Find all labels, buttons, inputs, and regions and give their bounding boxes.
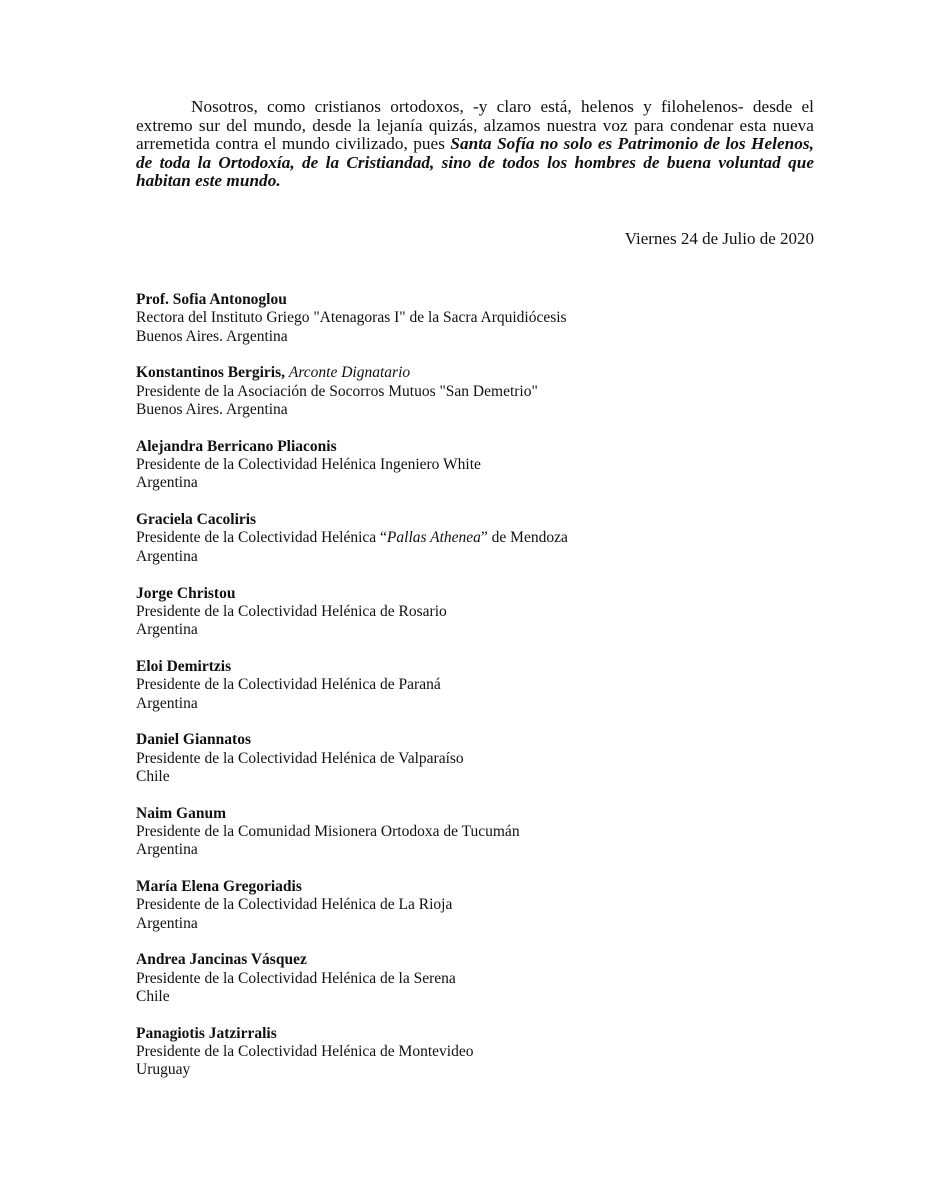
signer-location: Chile [136,988,170,1006]
signers-list [136,291,814,1080]
signer-honorific: Arconte Dignatario [288,364,411,382]
signer-location: Argentina [136,474,198,492]
signer-entry [136,731,814,786]
signer-entry [136,438,814,493]
signer-location: Buenos Aires. Argentina [136,327,288,345]
signer-name: Prof. Sofia Antonoglou [136,290,287,308]
signer-name: Jorge Christou [136,584,236,602]
signer-location: Argentina [136,547,198,565]
signer-name: Daniel Giannatos [136,731,251,749]
signer-entry [136,805,814,860]
signer-role [136,529,814,547]
statement-paragraph [136,98,814,191]
signer-role: Presidente de la Colectividad Helénica de La Rioja [136,896,453,914]
signer-role: Presidente de la Colectividad Helénica Ingeniero White [136,456,481,474]
signer-name: María Elena Gregoriadis [136,878,302,896]
document-date: Viernes 24 de Julio de 2020 [624,228,814,248]
signer-role: Presidente de la Colectividad Helénica de la Serena [136,969,456,987]
signer-role: Presidente de la Colectividad Helénica de Paraná [136,676,441,694]
signer-location: Chile [136,767,170,785]
signer-location: Uruguay [136,1061,191,1079]
signer-name: Konstantinos Bergiris, [136,364,285,382]
document-page [136,98,814,1098]
signer-entry [136,1025,814,1080]
signer-role: Presidente de la Comunidad Misionera Ortodoxa de Tucumán [136,823,520,840]
signer-entry [136,878,814,933]
signer-role-italic: Pallas Athenea [386,529,481,547]
signer-location: Argentina [136,621,198,639]
signer-location: Argentina [136,694,198,712]
signer-name: Eloi Demirtzis [136,657,232,675]
statement-emphasis: Santa Sofía no solo es Patrimonio de los Helenos, de toda la Ortodoxía, de la Cristiandad, sino de todos los hombres de buena voluntad que habitan este mundo. [136,134,814,191]
signer-role-suffix: ” de Mendoza [480,529,568,547]
signer-role: Presidente de la Colectividad Helénica de Montevideo [136,1043,474,1061]
signer-location: Argentina [136,914,198,932]
signer-location: Argentina [136,841,198,859]
signer-role-prefix: Presidente de la Colectividad Helénica “ [136,529,387,547]
signer-name: Graciela Cacoliris [136,511,257,529]
signer-role: Presidente de la Asociación de Socorros Mutuos "San Demetrio" [136,382,538,400]
statement-text: Nosotros, como cristianos ortodoxos, -y claro está, helenos y filohelenos- desde el extremo sur del mundo, desde la lejanía quizás, alzamos nuestra voz para condenar esta nueva arremetida contra el mundo civilizado, pues [136,97,814,154]
signer-entry [136,658,814,713]
signer-entry [136,951,814,1006]
signer-name: Panagiotis Jatzirralis [136,1024,277,1042]
signer-location: Buenos Aires. Argentina [136,400,288,418]
signer-role: Rectora del Instituto Griego "Atenagoras I" de la Sacra Arquidiócesis [136,309,567,327]
signer-entry [136,585,814,640]
signer-entry [136,364,814,419]
signer-role: Presidente de la Colectividad Helénica de Valparaíso [136,749,464,767]
signer-entry [136,291,814,346]
signer-name: Alejandra Berricano Pliaconis [136,437,337,455]
signer-entry [136,511,814,566]
signer-name: Naim Ganum [136,804,226,822]
signer-name: Andrea Jancinas Vásquez [136,951,307,969]
signer-role: Presidente de la Colectividad Helénica de Rosario [136,602,447,620]
